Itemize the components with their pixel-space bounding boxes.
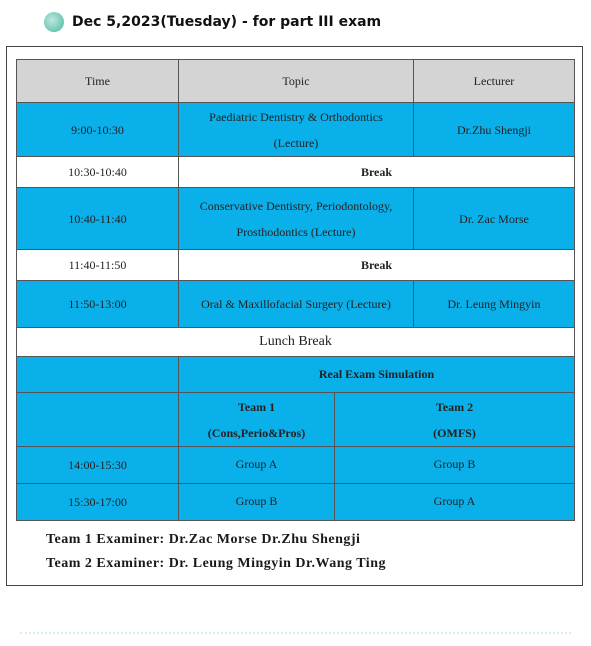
table-row [17,281,575,328]
table-row [17,447,575,484]
team1-name: Team 1 [237,399,276,414]
team1-examiner: Team 1 Examiner: Dr.Zac Morse Dr.Zhu Shengji [46,532,361,547]
topic-line: Conservative Dentistry, Periodontology, [199,198,393,213]
team2-group-cell: Group A [335,484,575,521]
time-cell: 9:00-10:30 [17,103,179,157]
lunch-row [17,328,575,357]
simulation-title-row [17,357,575,393]
schedule-table [16,59,575,521]
time-cell: 15:30-17:00 [17,484,179,521]
topic-cell: Oral & Maxillofacial Surgery (Lecture) [179,281,414,328]
team-header-row [17,393,575,447]
team2-header [335,393,575,447]
team1-desc: (Cons,Perio&Pros) [207,425,306,440]
topic-line: Paediatric Dentistry & Orthodontics [209,109,383,124]
topic-line: (Lecture) [273,135,319,150]
page-heading [44,10,381,34]
time-cell: 10:40-11:40 [17,188,179,250]
table-row [17,484,575,521]
team2-examiner: Team 2 Examiner: Dr. Leung Mingyin Dr.Wang Ting [46,556,386,571]
break-cell: Break [179,250,575,281]
time-cell: 11:40-11:50 [17,250,179,281]
circle-bullet-icon [44,12,64,32]
team1-header [179,393,335,447]
table-row [17,103,575,157]
time-cell: 11:50-13:00 [17,281,179,328]
header-time: Time [17,60,179,103]
topic-cell [179,188,414,250]
team2-name: Team 2 [435,399,474,414]
table-row [17,157,575,188]
header-topic: Topic [179,60,414,103]
break-cell: Break [179,157,575,188]
topic-line: Prosthodontics (Lecture) [236,224,356,239]
examiners-block [46,528,386,576]
dotted-divider [20,632,571,634]
empty-cell [17,393,179,447]
simulation-title: Real Exam Simulation [179,357,575,393]
lecturer-cell: Dr. Zac Morse [414,188,575,250]
lecturer-cell: Dr.Zhu Shengji [414,103,575,157]
table-row [17,188,575,250]
team2-group-cell: Group B [335,447,575,484]
header-lecturer: Lecturer [414,60,575,103]
table-row [17,250,575,281]
lunch-cell: Lunch Break [17,328,575,357]
table-header-row [17,60,575,103]
team1-group-cell: Group A [179,447,335,484]
team1-group-cell: Group B [179,484,335,521]
time-cell: 14:00-15:30 [17,447,179,484]
time-cell: 10:30-10:40 [17,157,179,188]
topic-cell [179,103,414,157]
heading-text: Dec 5,2023(Tuesday) - for part III exam [72,14,382,30]
empty-cell [17,357,179,393]
lecturer-cell: Dr. Leung Mingyin [414,281,575,328]
team2-desc: (OMFS) [433,425,476,440]
